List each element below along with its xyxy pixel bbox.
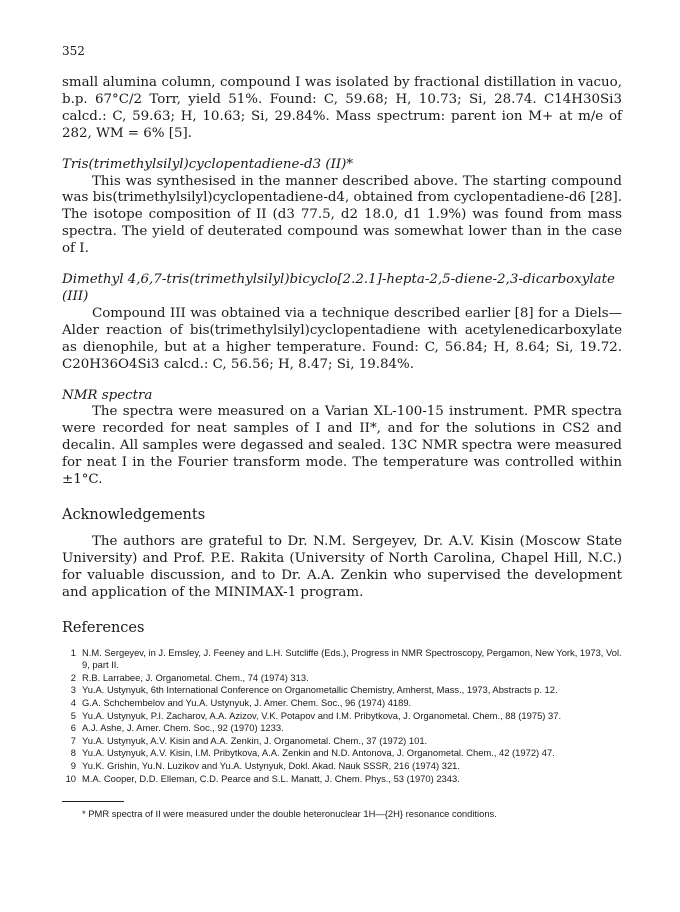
reference-number: 8	[70, 747, 76, 759]
acknowledgements-text: The authors are grateful to Dr. N.M. Sergeyev, Dr. A.V. Kisin (Moscow State University) and Prof. P.E. Rakita (University of North Carolina, Chapel Hill, N.C.) for valuable discussion, and to Dr. A.A. Zenkin who supervised the development and application of the MINIMAX-1 program.	[62, 533, 622, 600]
reference-item	[62, 773, 622, 786]
reference-text: R.B. Larrabee, J. Organometal. Chem., 74 (1974) 313.	[82, 671, 309, 683]
reference-text: Yu.A. Ustynyuk, A.V. Kisin and A.A. Zenkin, J. Organometal. Chem., 37 (1972) 101.	[82, 734, 428, 746]
reference-item	[62, 747, 622, 760]
reference-number: 4	[70, 696, 76, 708]
reference-text: Yu.A. Ustynyuk, P.I. Zacharov, A.A. Azizov, V.K. Potapov and I.M. Pribytkova, J. Organometal. Chem., 88 (1975) 37.	[82, 709, 562, 721]
paragraph-nmr: The spectra were measured on a Varian XL-100-15 instrument. PMR spectra were recorded for neat samples of I and II*, and for the solutions in CS2 and decalin. All samples were degassed and sealed. 13C NMR spectra were measured for neat I in the Fourier transform mode. The temperature was controlled within ±1°C.	[62, 404, 622, 488]
reference-number: 7	[70, 734, 76, 746]
reference-text: Yu.A. Ustynyuk, 6th International Conference on Organometallic Chemistry, Amherst, Mass., 1973, Abstracts p. 12.	[82, 684, 558, 696]
reference-number: 5	[70, 709, 76, 721]
footnote-divider	[62, 801, 124, 802]
reference-text: A.J. Ashe, J. Amer. Chem. Soc., 92 (1970) 1233.	[82, 722, 284, 734]
reference-item	[62, 760, 622, 773]
reference-item	[62, 710, 622, 723]
reference-number: 2	[70, 671, 76, 683]
reference-text: Yu.A. Ustynyuk, A.V. Kisin, I.M. Pribytkova, A.A. Zenkin and N.D. Antonova, J. Organometal. Chem., 42 (1972) 47.	[82, 747, 555, 759]
section-title-compound-III: Dimethyl 4,6,7-tris(trimethylsilyl)bicyclo[2.2.1]-hepta-2,5-diene-2,3-dicarboxylate (III)	[62, 272, 615, 304]
reference-number: 6	[70, 722, 76, 734]
reference-item	[62, 697, 622, 710]
paragraph-compound-III: Compound III was obtained via a technique described earlier [8] for a Diels—Alder reaction of bis(trimethylsilyl)cyclopentadiene with acetylenedicarboxylate as dienophile, but at a higher temperature. Found: C, 56.84; H, 8.64; Si, 19.72. C20H36O4Si3 calcd.: C, 56.56; H, 8.47; Si, 19.84%.	[62, 305, 622, 372]
paragraph-compound-I: small alumina column, compound I was isolated by fractional distillation in vacuo, b.p. 67°C/2 Torr, yield 51%. Found: C, 59.68; H, 10.73; Si, 28.74. C14H30Si3 calcd.: C, 59.63; H, 10.63; Si, 29.84%. Mass spectrum: parent ion M+ at m/e of 282, WM = 6% [5].	[62, 75, 622, 141]
reference-text: G.A. Schchembelov and Yu.A. Ustynyuk, J. Amer. Chem. Soc., 96 (1974) 4189.	[82, 696, 412, 708]
reference-text: N.M. Sergeyev, in J. Emsley, J. Feeney and L.H. Sutcliffe (Eds.), Progress in NMR Spectroscopy, Pergamon, New York, 1973, Vol. 9, part II.	[82, 646, 622, 671]
reference-number: 10	[65, 772, 76, 784]
reference-item	[62, 722, 622, 735]
reference-item	[62, 735, 622, 748]
paragraph-compound-II: This was synthesised in the manner described above. The starting compound was bis(trimethylsilyl)cyclopentadiene-d4, obtained from cyclopentadiene-d6 [28]. The isotope composition of II (d3 77.5, d2 18.0, d1 1.9%) was found from mass spectra. The yield of deuterated compound was somewhat lower than in the case of I.	[62, 173, 622, 257]
reference-number: 9	[70, 759, 76, 771]
acknowledgements-heading: Acknowledgements	[62, 506, 206, 523]
references-heading: References	[62, 619, 145, 636]
references-list	[62, 647, 622, 786]
reference-number: 1	[70, 646, 76, 658]
reference-item	[62, 647, 622, 672]
footnote: * PMR spectra of II were measured under the double heteronuclear 1H—{2H} resonance conditions.	[82, 808, 497, 820]
reference-item	[62, 684, 622, 697]
section-title-nmr: NMR spectra	[62, 387, 153, 403]
reference-number: 3	[70, 684, 76, 696]
reference-text: Yu.K. Grishin, Yu.N. Luzikov and Yu.A. Ustynyuk, Dokl. Akad. Nauk SSSR, 216 (1974) 321.	[82, 759, 460, 771]
reference-text: M.A. Cooper, D.D. Elleman, C.D. Pearce and S.L. Manatt, J. Chem. Phys., 53 (1970) 2343.	[82, 772, 460, 784]
page-number: 352	[62, 44, 85, 58]
reference-item	[62, 672, 622, 685]
document-page	[62, 44, 622, 819]
section-title-compound-II: Tris(trimethylsilyl)cyclopentadiene-d3 (II)*	[62, 156, 354, 172]
